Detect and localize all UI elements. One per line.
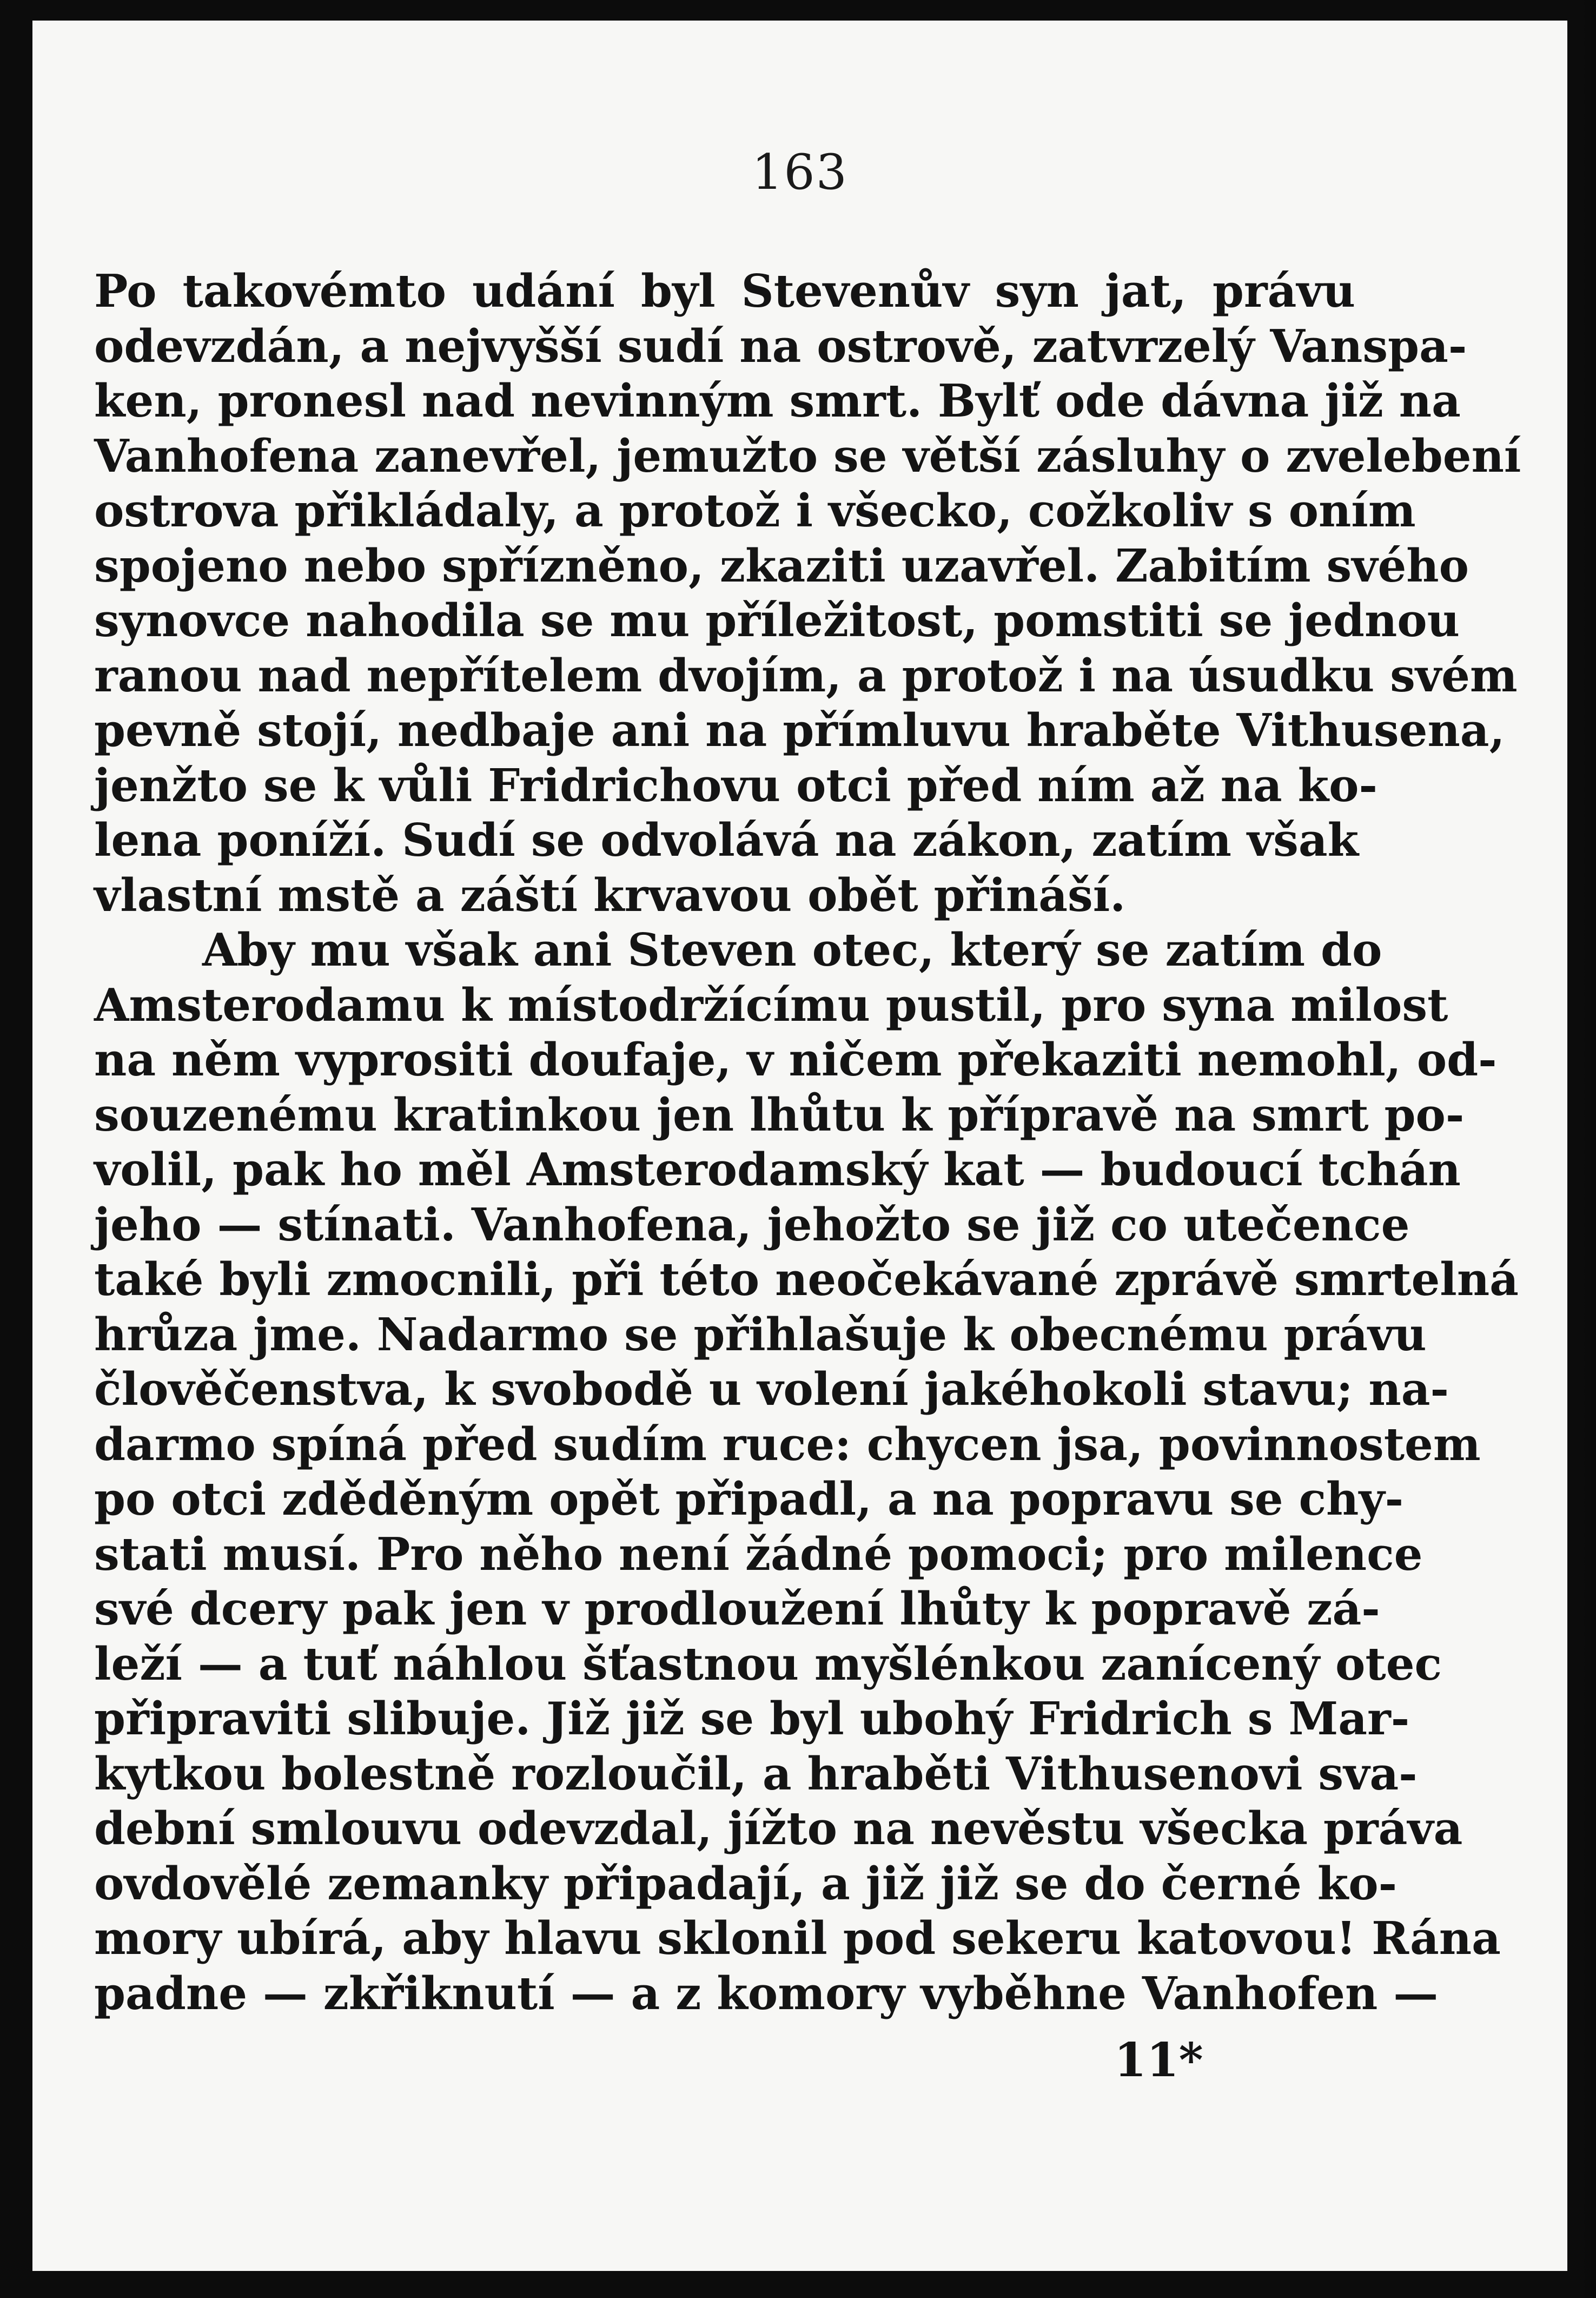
text-line: stati musí. Pro něho není žádné pomoci; pro milence	[94, 1527, 1423, 1581]
text-line: své dcery pak jen v prodloužení lhůty k popravě zá-	[94, 1582, 1380, 1635]
text-line: souzenému kratinkou jen lhůtu k přípravě na smrt po-	[94, 1088, 1465, 1141]
text-line: vlastní mstě a záští krvavou obět přináší.	[94, 868, 1126, 922]
text-line: člověčenstva, k svobodě u volení jakéhokoli stavu; na-	[94, 1363, 1449, 1416]
text-line: ostrova přikládaly, a protož i všecko, cožkoliv s oním	[94, 484, 1416, 537]
signature-mark: 11*	[1114, 2033, 1203, 2088]
text-line: mory ubírá, aby hlavu sklonil pod sekeru katovou! Rána	[94, 1912, 1501, 1965]
page-number: 163	[752, 144, 848, 201]
text-line: jenžto se k vůli Fridrichovu otci před ním až na ko-	[94, 758, 1378, 812]
text-line: na něm vyprositi doufaje, v ničem překaziti nemohl, od-	[94, 1033, 1497, 1086]
text-line: ranou nad nepřítelem dvojím, a protož i na úsudku svém	[94, 649, 1518, 702]
text-line: hrůza jme. Nadarmo se přihlašuje k obecnému právu	[94, 1308, 1427, 1361]
text-line: Vanhofena zanevřel, jemužto se větší zásluhy o zvelebení	[94, 429, 1521, 483]
text-line: Amsterodamu k místodržícímu pustil, pro syna milost	[94, 978, 1448, 1032]
text-line: synovce nahodila se mu příležitost, pomstiti se jednou	[94, 594, 1460, 647]
text-line: leží — a tuť náhlou šťastnou myšlénkou zanícený otec	[94, 1637, 1442, 1691]
text-line: po otci zděděným opět připadl, a na popravu se chy-	[94, 1472, 1404, 1526]
text-line: Aby mu však ani Steven otec, který se zatím do	[202, 923, 1382, 976]
text-line: ken, pronesl nad nevinným smrt. Bylť ode dávna již na	[94, 374, 1461, 427]
text-line: ovdovělé zemanky připadají, a již již se do černé ko-	[94, 1857, 1398, 1910]
text-line: pevně stojí, nedbaje ani na přímluvu hraběte Vithusena,	[94, 704, 1505, 757]
text-line: spojeno nebo spřízněno, zkaziti uzavřel. Zabitím svého	[94, 539, 1469, 592]
body-text	[94, 264, 1521, 2021]
text-line: volil, pak ho měl Amsterodamský kat — budoucí tchán	[94, 1143, 1461, 1196]
text-line: Po takovémto udání byl Stevenův syn jat, právu	[94, 265, 1355, 318]
text-line: darmo spíná před sudím ruce: chycen jsa, povinnostem	[94, 1417, 1481, 1471]
text-line: padne — zkřiknutí — a z komory vyběhne Vanhofen —	[94, 1966, 1439, 2020]
text-line: připraviti slibuje. Již již se byl ubohý Fridrich s Mar-	[94, 1692, 1410, 1745]
text-line: jeho — stínati. Vanhofena, jehožto se již co utečence	[94, 1198, 1410, 1251]
text-line: lena poníží. Sudí se odvolává na zákon, zatím však	[94, 814, 1359, 867]
page-edge-shadow	[1580, 0, 1596, 2298]
text-line: také byli zmocnili, při této neočekávané zprávě smrtelná	[94, 1253, 1519, 1306]
book-page	[32, 21, 1567, 2271]
text-line: dební smlouvu odevzdal, jížto na nevěstu všecka práva	[94, 1802, 1463, 1855]
text-line: kytkou bolestně rozloučil, a hraběti Vithusenovi sva-	[94, 1747, 1418, 1800]
text-line: odevzdán, a nejvyšší sudí na ostrově, zatvrzelý Vanspa-	[94, 319, 1467, 373]
